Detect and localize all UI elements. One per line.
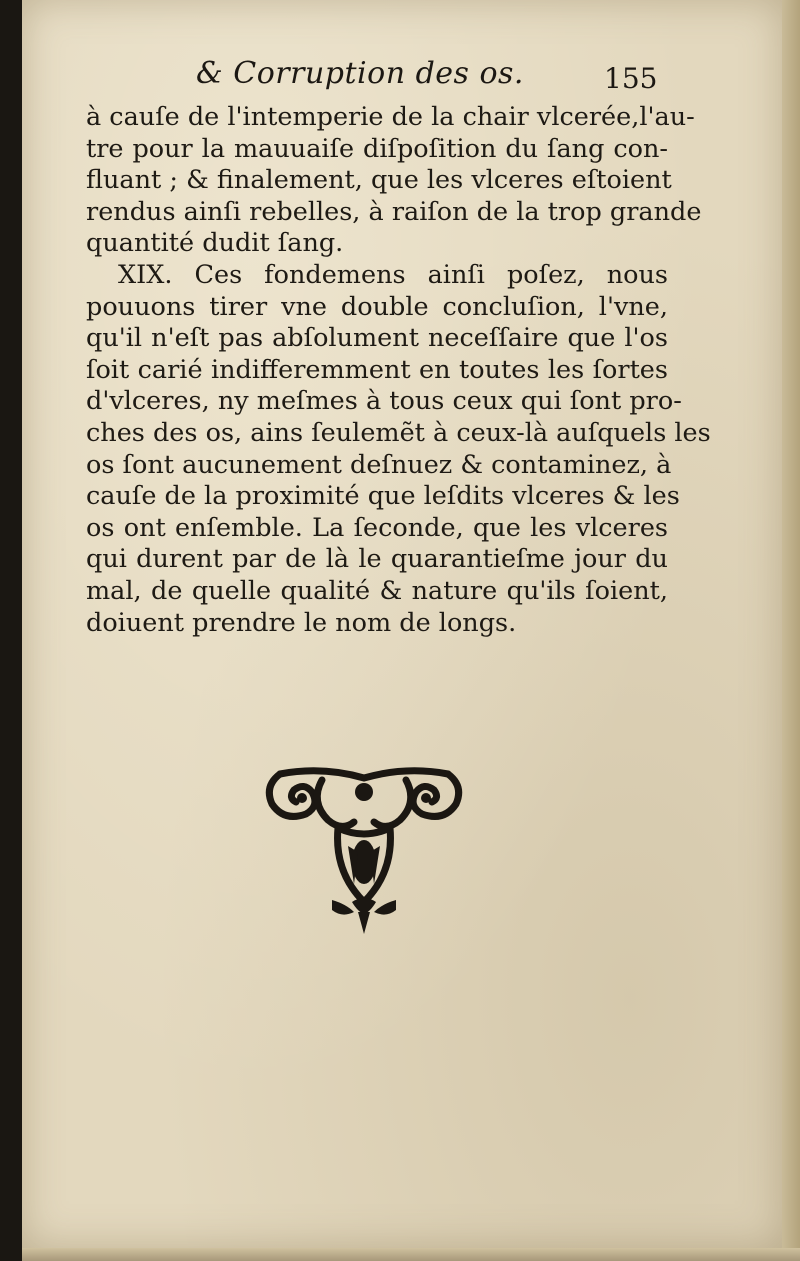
- text-line: pouuons tirer vne double concluſion, l'vne,: [86, 291, 668, 322]
- fleuron-ornament-icon: [262, 762, 466, 938]
- text-line: os ont enſemble. La ſeconde, que les vlceres: [86, 512, 668, 543]
- text-line: quantité dudit ſang.: [86, 228, 344, 259]
- text-line: qui durent par de là le quarantieſme jour du: [86, 544, 668, 575]
- text-line: d'vlceres, ny meſmes à tous ceux qui ſont pro-: [86, 386, 682, 417]
- text-line: qu'il n'eſt pas abſolument neceſſaire que l'os: [86, 323, 668, 354]
- text-line: fluant ; & finalement, que les vlceres eſtoient: [86, 165, 672, 196]
- text-line: cauſe de la proximité que leſdits vlceres & les: [86, 481, 680, 512]
- text-line: tre pour la mauuaiſe diſpoſition du ſang con-: [86, 133, 668, 164]
- page-edge-bottom: [22, 1248, 800, 1261]
- text-line: rendus ainſi rebelles, à raiſon de la trop grande: [86, 196, 702, 227]
- text-line: doiuent prendre le nom de longs.: [86, 607, 517, 638]
- paragraph-heading-line: XIX. Ces fondemens ainſi poſez, nous: [118, 259, 668, 290]
- text-line: ſoit carié indifferemment en toutes les ſortes: [86, 354, 668, 385]
- page-number: 155: [604, 62, 658, 95]
- text-line: os ſont aucunement deſnuez & contaminez, à: [86, 449, 672, 480]
- text-line: mal, de quelle qualité & nature qu'ils ſoient,: [86, 575, 668, 606]
- running-head-title: & Corruption des os.: [196, 56, 524, 91]
- text-line: à cauſe de l'intemperie de la chair vlcerée,l'au-: [86, 102, 695, 132]
- body-text: [86, 102, 711, 639]
- page-edge: [782, 0, 800, 1261]
- text-line: ches des os, ains ſeulemẽt à ceux-là auſquels les: [86, 417, 711, 448]
